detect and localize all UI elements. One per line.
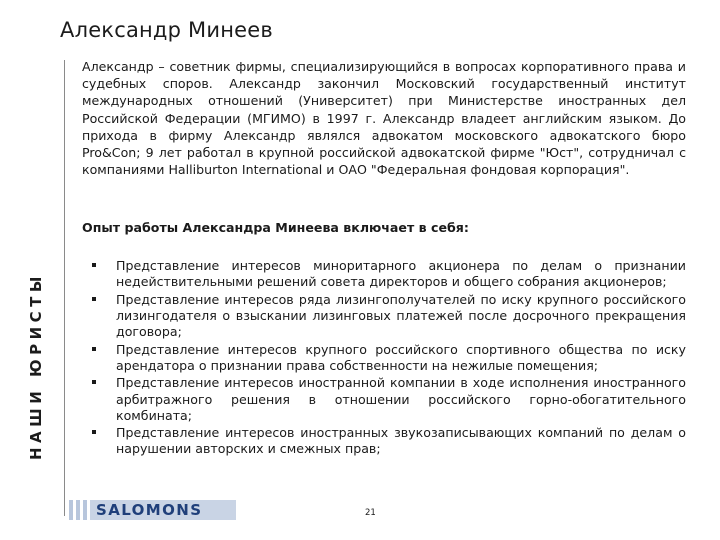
- list-item-text: Представление интересов крупного российского спортивного общества по иску арендатора о признании права собственности на нежилые помещения;: [116, 341, 686, 373]
- logo-bar-icon: [69, 500, 73, 520]
- list-item-text: Представление интересов миноритарного акционера по делам о признании недействительными решений совета директоров и общего собрания акционеров;: [116, 258, 686, 290]
- section-side-label: НАШИ ЮРИСТЫ: [27, 272, 45, 460]
- list-item: [92, 258, 686, 290]
- list-item: [92, 292, 686, 341]
- experience-heading: Опыт работы Александра Минеева включает в себя:: [82, 220, 469, 235]
- vertical-divider: [64, 60, 65, 516]
- list-item-text: Представление интересов иностранных звукозаписывающих компаний по делам о нарушении авторских и смежных прав;: [116, 425, 686, 457]
- experience-list: [92, 258, 686, 459]
- bullet-icon: [92, 297, 96, 301]
- logo-wordmark: SALOMONS: [90, 500, 236, 520]
- page-title: Александр Минеев: [60, 18, 273, 42]
- company-logo: [69, 500, 236, 520]
- bullet-icon: [92, 347, 96, 351]
- bullet-icon: [92, 380, 96, 384]
- list-item: [92, 375, 686, 424]
- logo-bar-icon: [83, 500, 87, 520]
- list-item: [92, 425, 686, 457]
- list-item-text: Представление интересов ряда лизингополучателей по иску крупного российского лизингодателя о взыскании лизинговых платежей после досрочного прекращения договора;: [116, 291, 686, 340]
- bullet-icon: [92, 430, 96, 434]
- page-number: 21: [365, 508, 376, 518]
- bullet-icon: [92, 263, 96, 267]
- bio-paragraph: Александр – советник фирмы, специализирующийся в вопросах корпоративного права и судебных споров. Александр закончил Московский государственный институт международных отношений (Университет) при Министерстве иностранных дел Российской Федерации (МГИМО) в 1997 г. Александр владеет английским языком. До прихода в фирму Александр являлся адвокатом московского адвокатского бюро Pro&Con; 9 лет работал в крупной российской адвокатской фирме "Юст", сотрудничал с компаниями Halliburton International и ОАО "Федеральная фондовая корпорация".: [82, 59, 686, 178]
- list-item-text: Представление интересов иностранной компании в ходе исполнения иностранного арбитражного решения в отношении российского горно-обогатительного комбината;: [116, 375, 686, 423]
- list-item: [92, 342, 686, 374]
- logo-bar-icon: [76, 500, 80, 520]
